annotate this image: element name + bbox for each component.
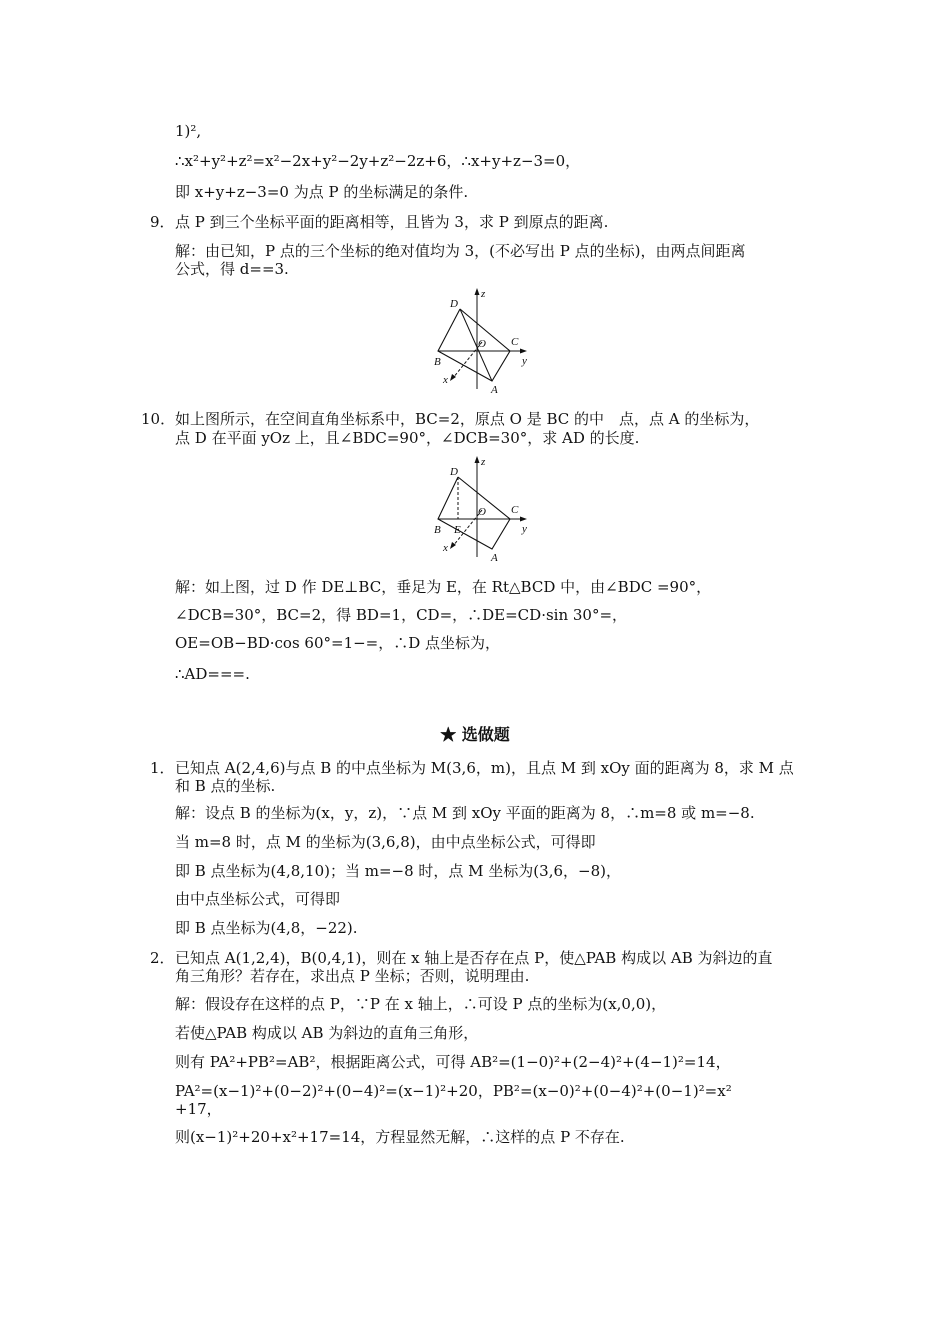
e1-text-line-1: 已知点 A(2,4,6)与点 B 的中点坐标为 M(3,6，m)，且点 M 到 xOy 面的距离为 8，求 M 点 bbox=[175, 759, 794, 777]
e1-solution-line-3: 即 B 点坐标为(4,8,10)；当 m=−8 时，点 M 坐标为(3,6，−8)， bbox=[175, 862, 621, 880]
e1-number: 1． bbox=[150, 759, 175, 777]
figure-2-coordinate-diagram bbox=[420, 453, 535, 565]
e1-text-line-2: 和 B 点的坐标. bbox=[175, 777, 276, 795]
fig1-label-D: D bbox=[450, 298, 458, 310]
fig1-label-z: z bbox=[481, 288, 486, 300]
e2-solution-line-4: PA²=(x−1)²+(0−2)²+(0−4)²=(x−1)²+20，PB²=(x−0)²+(0−4)²+(0−1)²=x² bbox=[175, 1082, 732, 1100]
q9-solution-line-2: 公式，得 d==3. bbox=[175, 260, 289, 278]
fig1-label-B: B bbox=[434, 356, 441, 368]
fig1-label-A: A bbox=[491, 384, 498, 396]
fig1-diagonal-da bbox=[460, 309, 492, 381]
e1-solution-line-2: 当 m=8 时，点 M 的坐标为(3,6,8)，由中点坐标公式，可得即 bbox=[175, 833, 596, 851]
e2-solution-line-2: 若使△PAB 构成以 AB 为斜边的直角三角形， bbox=[175, 1024, 479, 1042]
e2-solution-line-1: 解：假设存在这样的点 P，∵P 在 x 轴上，∴可设 P 点的坐标为(x,0,0)， bbox=[175, 995, 667, 1013]
fig2-label-E: E bbox=[454, 524, 461, 536]
fig1-label-C: C bbox=[511, 336, 519, 348]
q10-solution-line-4: ∴AD===. bbox=[175, 665, 250, 683]
fig2-quadrilateral bbox=[438, 477, 510, 549]
continuation-line-2: ∴x²+y²+z²=x²−2x+y²−2y+z²−2z+6，∴x+y+z−3=0， bbox=[175, 152, 581, 170]
q9-number: 9． bbox=[150, 213, 175, 231]
q10-solution-line-2: ∠DCB=30°，BC=2，得 BD=1，CD=，∴DE=CD·sin 30°=， bbox=[175, 606, 628, 624]
fig1-label-y: y bbox=[522, 355, 527, 367]
fig2-label-x: x bbox=[443, 542, 448, 554]
e2-text-line-2: 角三角形？若存在，求出点 P 坐标；否则，说明理由. bbox=[175, 967, 530, 985]
e2-solution-line-3: 则有 PA²+PB²=AB²，根据距离公式，可得 AB²=(1−0)²+(2−4)²+(4−1)²=14， bbox=[175, 1053, 731, 1071]
fig2-label-O: O bbox=[478, 506, 486, 518]
figure-1-coordinate-diagram bbox=[420, 285, 535, 397]
q9-text: 点 P 到三个坐标平面的距离相等，且皆为 3，求 P 到原点的距离. bbox=[175, 213, 609, 231]
e2-solution-line-5: +17， bbox=[175, 1100, 222, 1118]
e1-solution-line-5: 即 B 点坐标为(4,8，−22). bbox=[175, 919, 358, 937]
q10-text-line-2: 点 D 在平面 yOz 上，且∠BDC=90°，∠DCB=30°，求 AD 的长度. bbox=[175, 429, 640, 447]
q10-text-line-1: 如上图所示，在空间直角坐标系中，BC=2，原点 O 是 BC 的中 点，点 A 的坐标为， bbox=[175, 410, 760, 428]
q9-solution-line-1: 解：由已知，P 点的三个坐标的绝对值均为 3，(不必写出 P 点的坐标)，由两点间距离 bbox=[175, 242, 746, 260]
e2-number: 2． bbox=[150, 949, 175, 967]
q10-solution-line-3: OE=OB−BD·cos 60°=1−=，∴D 点坐标为， bbox=[175, 634, 501, 652]
fig2-label-y: y bbox=[522, 523, 527, 535]
e1-solution-line-4: 由中点坐标公式，可得即 bbox=[175, 890, 341, 908]
fig1-label-x: x bbox=[443, 374, 448, 386]
q10-number: 10． bbox=[141, 410, 176, 428]
fig2-label-D: D bbox=[450, 466, 458, 478]
fig2-label-A: A bbox=[491, 552, 498, 564]
continuation-line-1: 1)², bbox=[175, 122, 202, 140]
fig2-label-z: z bbox=[481, 456, 486, 468]
e2-text-line-1: 已知点 A(1,2,4)，B(0,4,1)，则在 x 轴上是否存在点 P，使△PAB 构成以 AB 为斜边的直 bbox=[175, 949, 773, 967]
fig2-label-B: B bbox=[434, 524, 441, 536]
fig1-quadrilateral bbox=[438, 309, 510, 381]
continuation-line-3: 即 x+y+z−3=0 为点 P 的坐标满足的条件. bbox=[175, 183, 469, 201]
fig2-label-C: C bbox=[511, 504, 519, 516]
q10-solution-line-1: 解：如上图，过 D 作 DE⊥BC，垂足为 E，在 Rt△BCD 中，由∠BDC =90°， bbox=[175, 578, 712, 596]
e2-solution-line-6: 则(x−1)²+20+x²+17=14，方程显然无解，∴这样的点 P 不存在. bbox=[175, 1128, 625, 1146]
section-title-optional: ★ 选做题 bbox=[440, 725, 510, 744]
fig1-label-O: O bbox=[478, 338, 486, 350]
e1-solution-line-1: 解：设点 B 的坐标为(x，y，z)，∵点 M 到 xOy 平面的距离为 8，∴m=8 或 m=−8. bbox=[175, 804, 755, 822]
